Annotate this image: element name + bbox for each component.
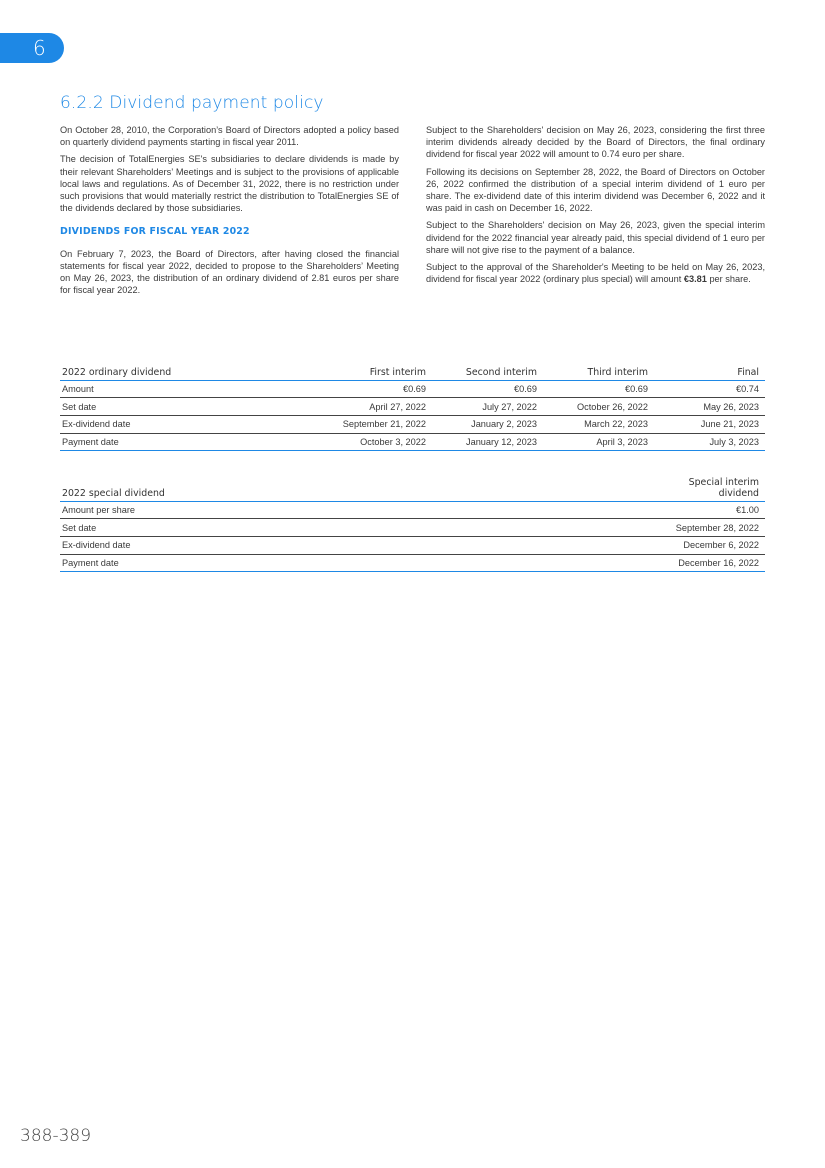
table-row	[60, 380, 765, 398]
table-header: 2022 ordinary dividend	[60, 365, 320, 380]
table-cell: Set date	[60, 398, 320, 416]
table-header	[620, 474, 765, 501]
table-header: Third interim	[543, 365, 654, 380]
table-cell: Amount per share	[60, 501, 620, 519]
table-cell: October 3, 2022	[320, 433, 432, 451]
total-dividend-amount: €3.81	[683, 274, 707, 285]
section-title: 6.2.2 Dividend payment policy	[60, 93, 324, 113]
table-row	[60, 536, 765, 554]
table-header: Final	[654, 365, 765, 380]
chapter-tab: 6	[0, 33, 64, 63]
table-cell: Payment date	[60, 554, 620, 572]
paragraph: Following its decisions on September 28, 2022, the Board of Directors on October 26, 2022 confirmed the distribution of a special interim dividend of 1 euro per share. The ex-dividend date of this interim dividend was December 6, 2022 and it was paid in cash on December 16, 2022.	[426, 166, 765, 214]
table-header: First interim	[320, 365, 432, 380]
table-cell: €0.69	[320, 380, 432, 398]
table-cell: Ex-dividend date	[60, 415, 320, 433]
table-header: 2022 special dividend	[60, 474, 620, 501]
table-cell: September 21, 2022	[320, 415, 432, 433]
table-cell: July 27, 2022	[432, 398, 543, 416]
table-header-row	[60, 365, 765, 380]
table-cell: Amount	[60, 380, 320, 398]
table-cell: December 16, 2022	[620, 554, 765, 572]
table-header: Second interim	[432, 365, 543, 380]
left-column	[60, 124, 399, 296]
table-row	[60, 554, 765, 572]
table-cell: April 3, 2023	[543, 433, 654, 451]
table-cell: May 26, 2023	[654, 398, 765, 416]
table-cell: October 26, 2022	[543, 398, 654, 416]
paragraph-text: per share.	[706, 274, 751, 285]
subheading-dividends-2022: DIVIDENDS FOR FISCAL YEAR 2022	[60, 226, 250, 238]
table-row	[60, 433, 765, 451]
table-cell: €0.74	[654, 380, 765, 398]
table-row	[60, 415, 765, 433]
paragraph: On October 28, 2010, the Corporation’s Board of Directors adopted a policy based on quarterly dividend payments starting in fiscal year 2011.	[60, 125, 399, 148]
ordinary-dividend-table	[60, 365, 765, 451]
table-row	[60, 501, 765, 519]
paragraph-text: Subject to the approval of the Shareholder's Meeting to be held on May 26, 2023, dividend for fiscal year 2022 (ordinary plus special) will amount	[426, 262, 765, 285]
table-cell: €1.00	[620, 501, 765, 519]
table-row	[60, 519, 765, 537]
table-cell: January 2, 2023	[432, 415, 543, 433]
table-cell: €0.69	[543, 380, 654, 398]
page-number: 388-389	[20, 1126, 92, 1146]
table-cell: Payment date	[60, 433, 320, 451]
table-cell: Ex-dividend date	[60, 536, 620, 554]
paragraph: On February 7, 2023, the Board of Directors, after having closed the financial statements for fiscal year 2022, decided to propose to the Shareholders’ Meeting on May 26, 2023, the distribution of an ordinary dividend of 2.81 euros per share for fiscal year 2022.	[60, 248, 399, 296]
paragraph: Subject to the Shareholders' decision on May 26, 2023, given the special interim dividend for the 2022 financial year already paid, this special dividend of 1 euro per share will not give rise to the payment of a balance.	[426, 220, 765, 255]
table-cell: July 3, 2023	[654, 433, 765, 451]
table-cell: June 21, 2023	[654, 415, 765, 433]
table-cell: March 22, 2023	[543, 415, 654, 433]
right-column	[426, 124, 765, 285]
special-dividend-table	[60, 474, 765, 572]
table-cell: September 28, 2022	[620, 519, 765, 537]
table-cell: December 6, 2022	[620, 536, 765, 554]
table-cell: €0.69	[432, 380, 543, 398]
paragraph: Subject to the Shareholders' decision on May 26, 2023, considering the first three interim dividends already decided by the Board of Directors, the final ordinary dividend for fiscal year 2022 will amount to 0.74 euro per share.	[426, 125, 765, 160]
paragraph: The decision of TotalEnergies SE's subsidiaries to declare dividends is made by their relevant Shareholders’ Meetings and is subject to the provisions of applicable local laws and regulations. As of December 31, 2022, there is no restriction under such provisions that would materially restrict the distribution to TotalEnergies SE of the dividends declared by those subsidiaries.	[60, 154, 399, 214]
table-header-row	[60, 474, 765, 501]
paragraph	[426, 261, 765, 285]
table-header-line: dividend	[718, 487, 759, 499]
table-cell: April 27, 2022	[320, 398, 432, 416]
table-cell: January 12, 2023	[432, 433, 543, 451]
table-row	[60, 398, 765, 416]
table-header-line: Special interim	[688, 476, 759, 488]
table-cell: Set date	[60, 519, 620, 537]
